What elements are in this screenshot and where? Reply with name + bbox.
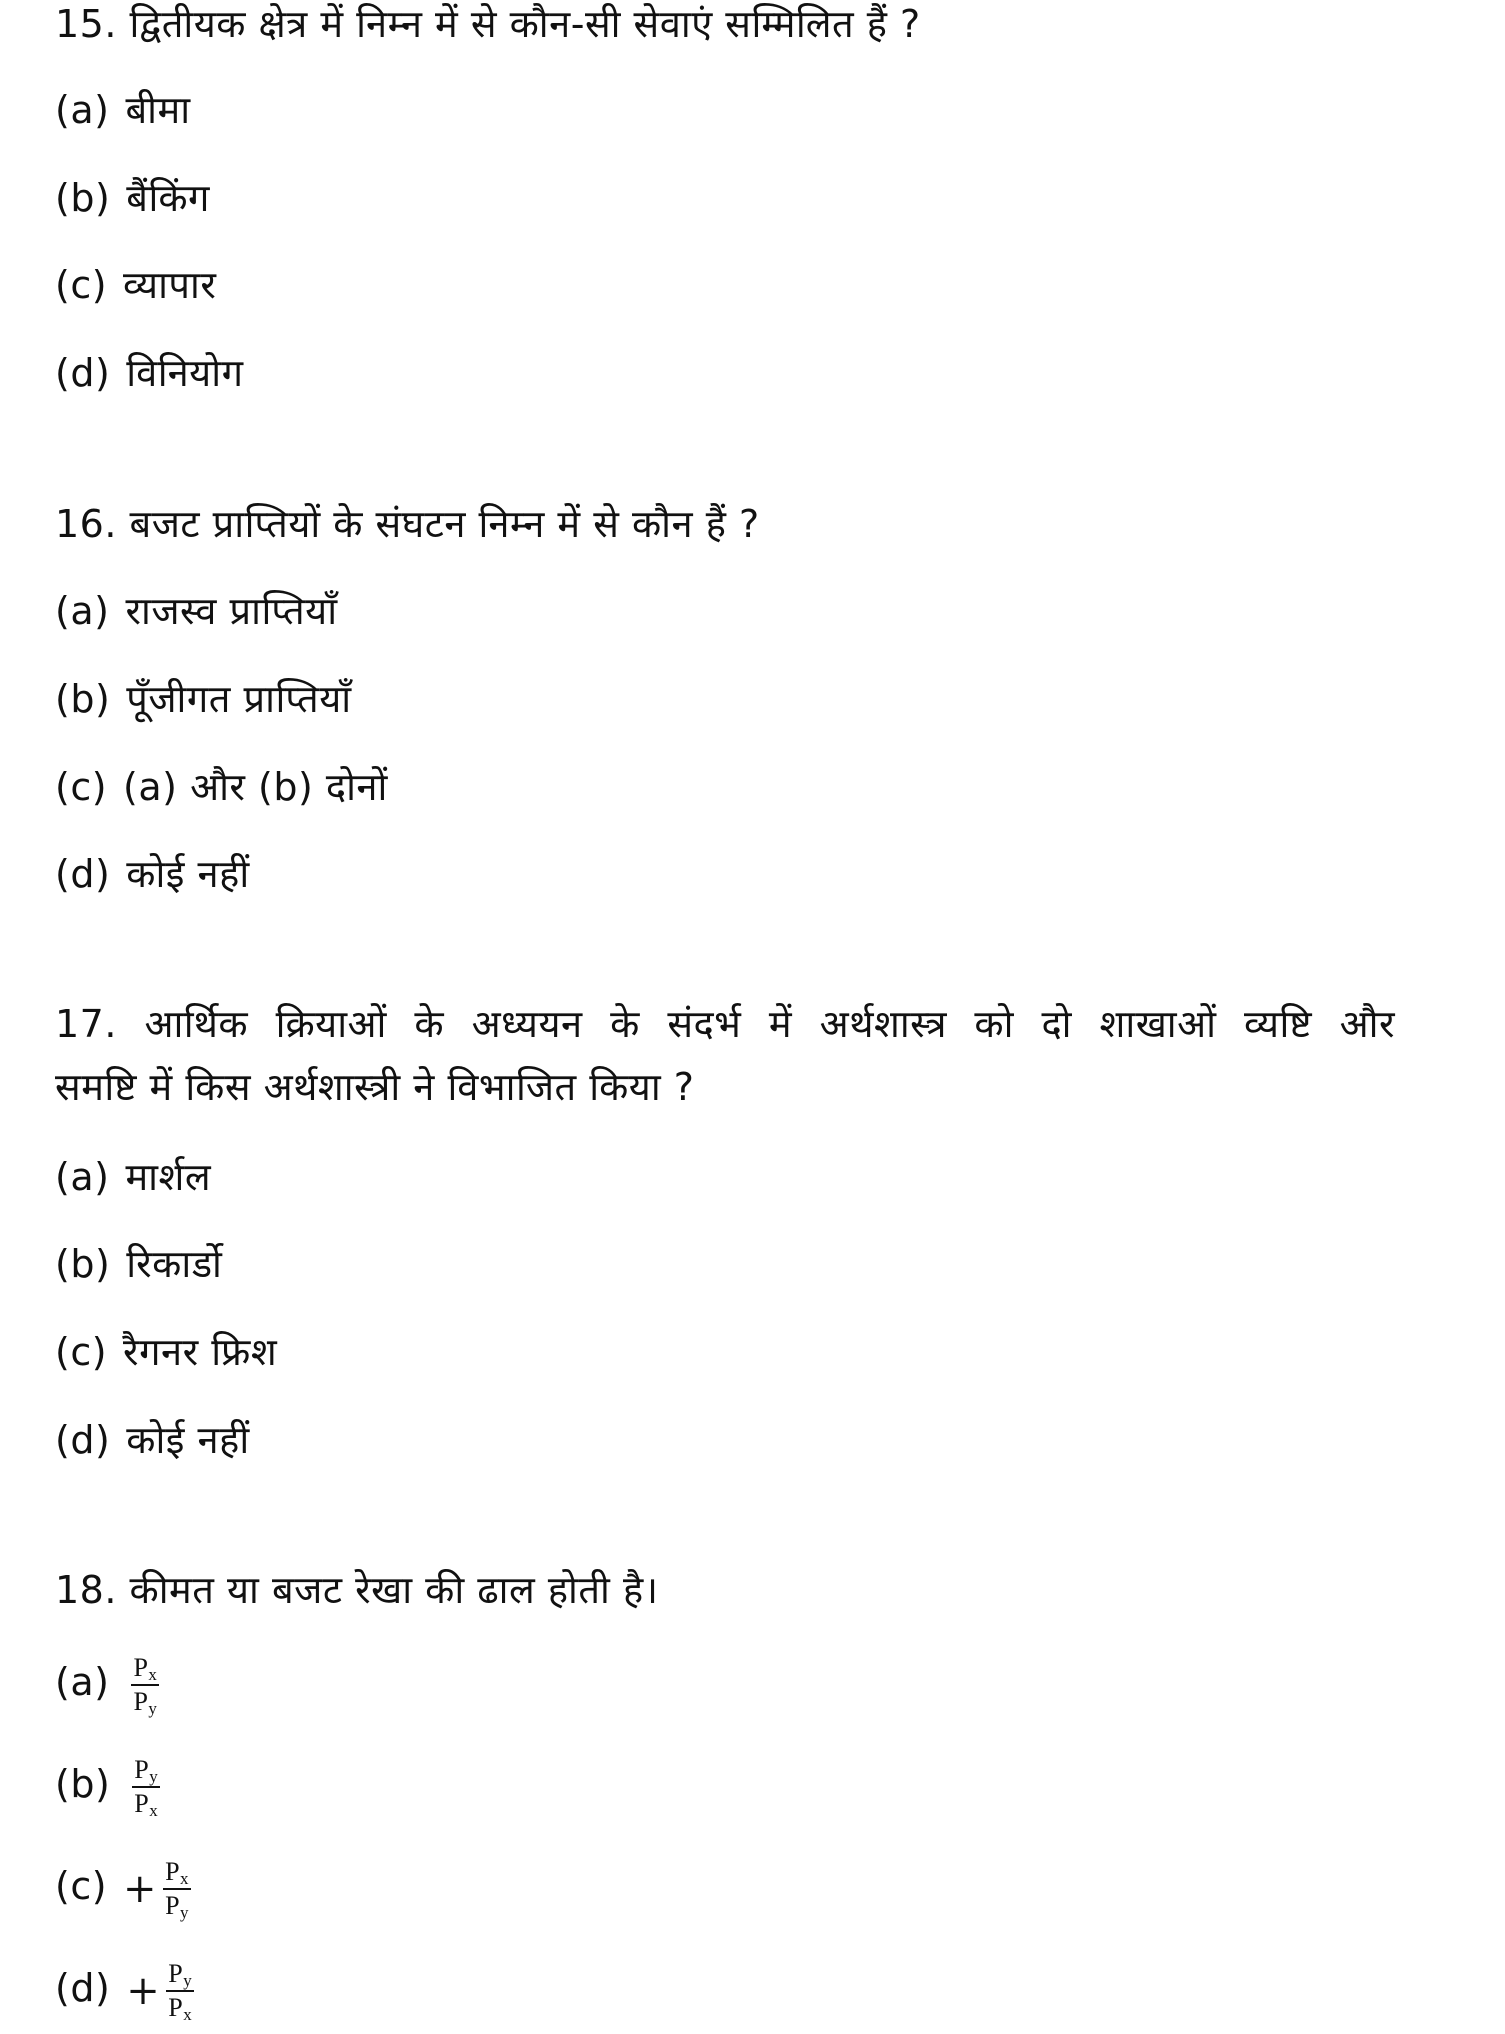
question-17-line-1 — [55, 1000, 1395, 1048]
option-text: रिकार्डो — [126, 1242, 223, 1286]
option-text: मार्शल — [125, 1155, 212, 1199]
question-18 — [55, 1566, 659, 1614]
option-label: (a) — [55, 1660, 110, 1704]
option-16c — [55, 763, 388, 811]
question-text: बजट प्राप्तियों के संघटन निम्न में से कौन हैं ? — [129, 502, 760, 546]
option-label: (a) — [55, 88, 110, 132]
option-text: कोई नहीं — [126, 852, 250, 896]
question-text: द्वितीयक क्षेत्र में निम्न में से कौन-सी सेवाएं सम्मिलित हैं ? — [129, 2, 921, 46]
option-label: (d) — [55, 351, 111, 395]
question-17-line-2 — [55, 1063, 694, 1111]
option-label: (b) — [55, 176, 111, 220]
option-label: (a) — [55, 589, 110, 633]
option-18c — [55, 1846, 191, 1929]
option-17a — [55, 1153, 211, 1201]
question-15 — [55, 0, 921, 48]
question-number: 16. — [55, 502, 117, 546]
option-text: विनियोग — [126, 351, 244, 395]
option-15c — [55, 261, 216, 309]
option-16d — [55, 850, 250, 898]
option-text: व्यापार — [123, 263, 217, 307]
numerator: $P_x$ — [133, 1652, 158, 1684]
fraction-expression — [123, 1849, 191, 1929]
option-text: (a) और (b) दोनों — [123, 765, 388, 809]
denominator: $P_y$ — [133, 1686, 158, 1718]
option-text: पूँजीगत प्राप्तियाँ — [126, 677, 352, 721]
fraction-expression — [126, 1951, 194, 2031]
option-label: (c) — [55, 1330, 108, 1374]
option-label: (c) — [55, 765, 108, 809]
fraction — [166, 1960, 194, 2022]
question-number: 18. — [55, 1568, 117, 1612]
denominator: $P_x$ — [168, 1992, 193, 2024]
question-16 — [55, 500, 760, 548]
numerator: $P_x$ — [165, 1856, 190, 1888]
fraction-expression — [126, 1756, 160, 1818]
option-label: (b) — [55, 1762, 111, 1806]
option-17d — [55, 1416, 250, 1464]
question-number: 15. — [55, 2, 117, 46]
question-text: समष्टि में किस अर्थशास्त्री ने विभाजित किया ? — [55, 1065, 695, 1109]
option-label: (b) — [55, 677, 111, 721]
denominator: $P_x$ — [134, 1788, 159, 1820]
option-15a — [55, 86, 191, 134]
question-text: आर्थिक क्रियाओं के अध्ययन के संदर्भ में अर्थशास्त्र को दो शाखाओं व्यष्टि और — [144, 1002, 1395, 1046]
option-text: बैंकिंग — [126, 176, 210, 220]
option-17b — [55, 1240, 222, 1288]
option-label: (d) — [55, 1418, 111, 1462]
option-15b — [55, 174, 210, 222]
question-text: कीमत या बजट रेखा की ढाल होती है। — [129, 1568, 659, 1612]
option-text: बीमा — [125, 88, 191, 132]
fraction — [132, 1756, 160, 1818]
option-label: (d) — [55, 852, 111, 896]
option-16a — [55, 587, 338, 635]
option-17c — [55, 1328, 277, 1376]
numerator: $P_y$ — [134, 1754, 159, 1786]
fraction — [131, 1654, 159, 1716]
option-text: कोई नहीं — [126, 1418, 250, 1462]
option-15d — [55, 349, 243, 397]
option-label: (a) — [55, 1155, 110, 1199]
numerator: $P_y$ — [168, 1958, 193, 1990]
option-text: रैगनर फ्रिश — [123, 1330, 278, 1374]
fraction-expression — [125, 1654, 159, 1716]
denominator: $P_y$ — [165, 1890, 190, 1922]
plus-sign: + — [123, 1865, 158, 1912]
option-label: (d) — [55, 1966, 111, 2010]
question-number: 17. — [55, 1002, 117, 1046]
option-text: राजस्व प्राप्तियाँ — [125, 589, 338, 633]
option-18a — [55, 1642, 159, 1722]
fraction — [163, 1858, 191, 1920]
option-16b — [55, 675, 352, 723]
option-18b — [55, 1744, 160, 1824]
option-label: (c) — [55, 263, 108, 307]
option-label: (c) — [55, 1864, 108, 1908]
option-label: (b) — [55, 1242, 111, 1286]
option-18d — [55, 1948, 194, 2031]
plus-sign: + — [126, 1967, 161, 2014]
